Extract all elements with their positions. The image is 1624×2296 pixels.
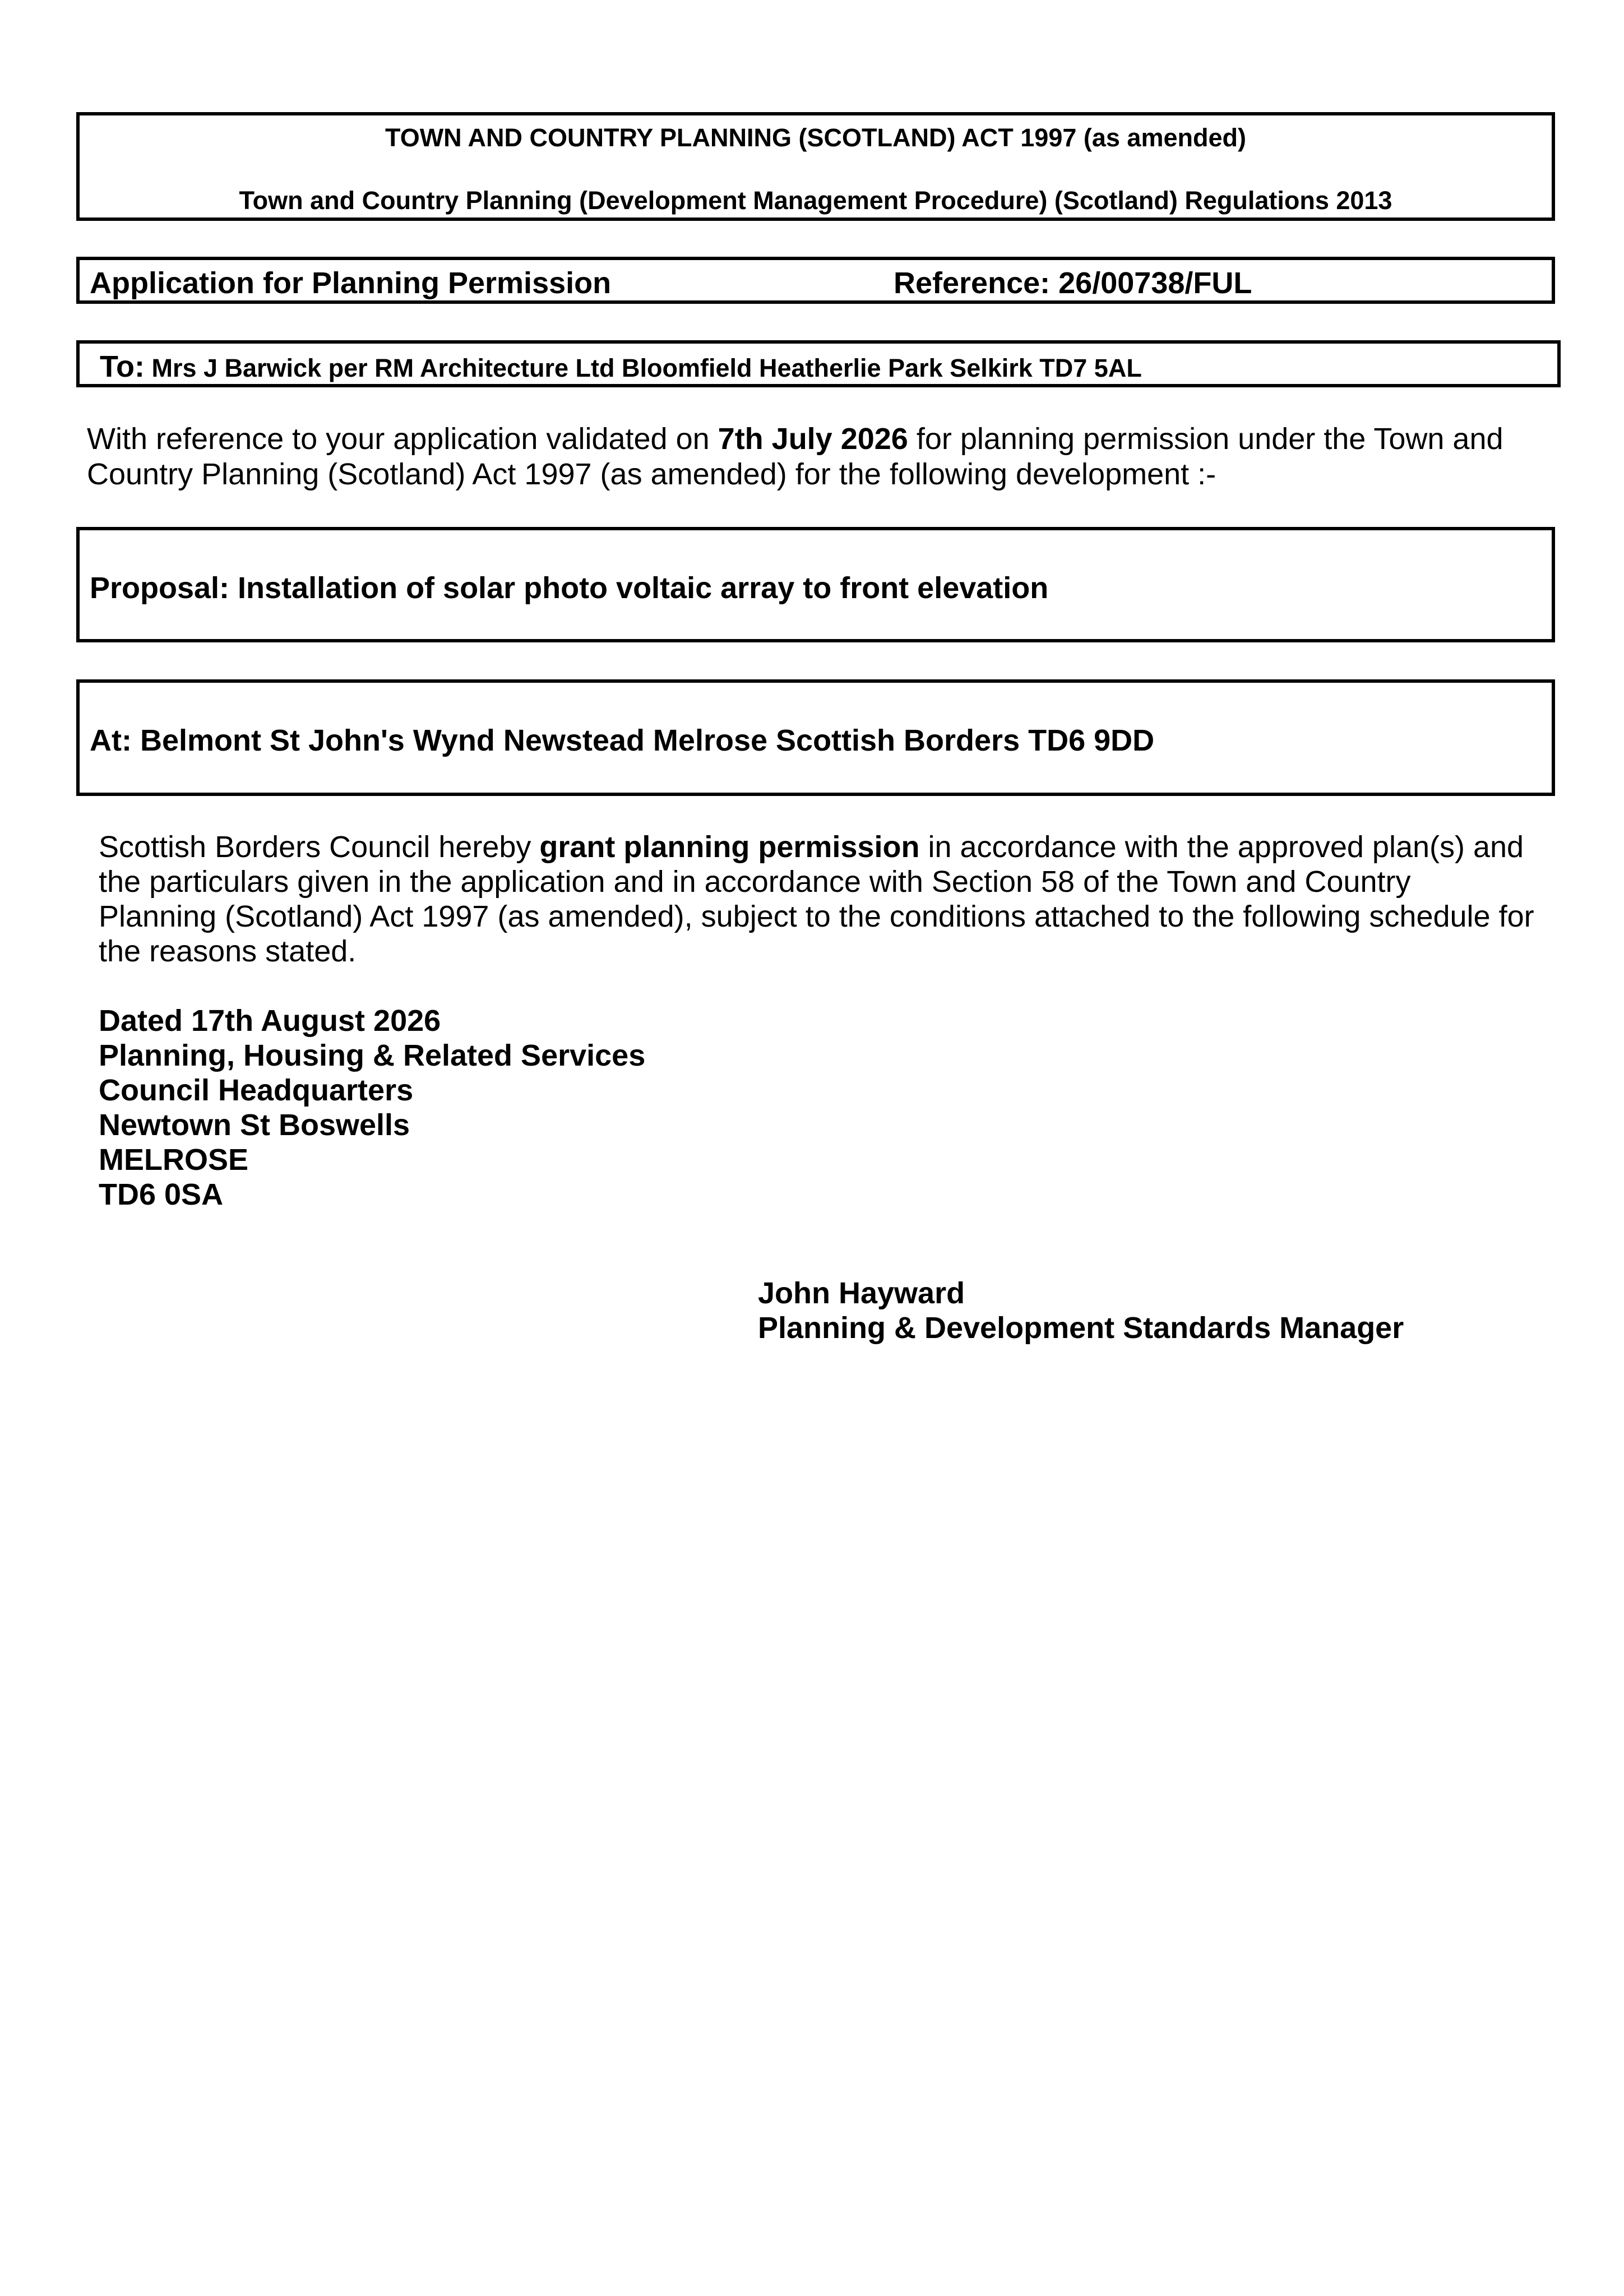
act-title: TOWN AND COUNTRY PLANNING (SCOTLAND) ACT 1997 (as amended) [385, 123, 1246, 152]
application-box [76, 257, 1555, 304]
decision-text: grant planning permission [539, 830, 920, 864]
validated-date: 7th July 2026 [718, 422, 908, 456]
issuer-address-line-2: Newtown St Boswells [99, 1108, 410, 1142]
decision-prefix: Scottish Borders Council hereby [99, 830, 540, 864]
application-reference: Reference: 26/00738/FUL [894, 266, 1252, 300]
recipient-box [76, 340, 1561, 387]
issuer-block [99, 1003, 645, 1212]
intro-suffix: for planning permission under the Town and [908, 422, 1503, 456]
issuer-town: MELROSE [99, 1143, 249, 1177]
regulations-title: Town and Country Planning (Development Management Procedure) (Scotland) Regulations 2013 [239, 186, 1392, 215]
decision-suffix: in accordance with the approved plan(s) and [919, 830, 1524, 864]
recipient-line [100, 349, 1142, 384]
site-address: At: Belmont St John's Wynd Newstead Melrose Scottish Borders TD6 9DD [90, 724, 1155, 757]
decision-paragraph [99, 830, 1534, 969]
signatory-block [758, 1276, 1404, 1345]
decision-line-4: the reasons stated. [99, 934, 357, 968]
proposal-text: Proposal: Installation of solar photo voltaic array to front elevation [90, 571, 1049, 605]
issuer-department: Planning, Housing & Related Services [99, 1039, 646, 1072]
recipient-label: To: [100, 350, 145, 383]
issue-date: Dated 17th August 2026 [99, 1004, 441, 1038]
signatory-title: Planning & Development Standards Manager [758, 1311, 1404, 1345]
application-type: Application for Planning Permission [90, 266, 612, 300]
intro-paragraph [87, 422, 1544, 492]
signatory-name: John Hayward [758, 1276, 965, 1310]
intro-prefix: With reference to your application validated on [87, 422, 718, 456]
recipient-details: Mrs J Barwick per RM Architecture Ltd Bloomfield Heatherlie Park Selkirk TD7 5AL [144, 354, 1142, 382]
issuer-postcode: TD6 0SA [99, 1178, 224, 1211]
issuer-address-line-1: Council Headquarters [99, 1073, 414, 1107]
decision-line-2: the particulars given in the application and in accordance with Section 58 of the Town and Country [99, 865, 1411, 899]
legislation-header-box [76, 112, 1555, 221]
proposal-box [76, 527, 1555, 642]
site-box [76, 679, 1555, 796]
decision-line-3: Planning (Scotland) Act 1997 (as amended), subject to the conditions attached to the following schedule for [99, 900, 1534, 933]
intro-line-2: Country Planning (Scotland) Act 1997 (as amended) for the following development :- [87, 457, 1216, 491]
